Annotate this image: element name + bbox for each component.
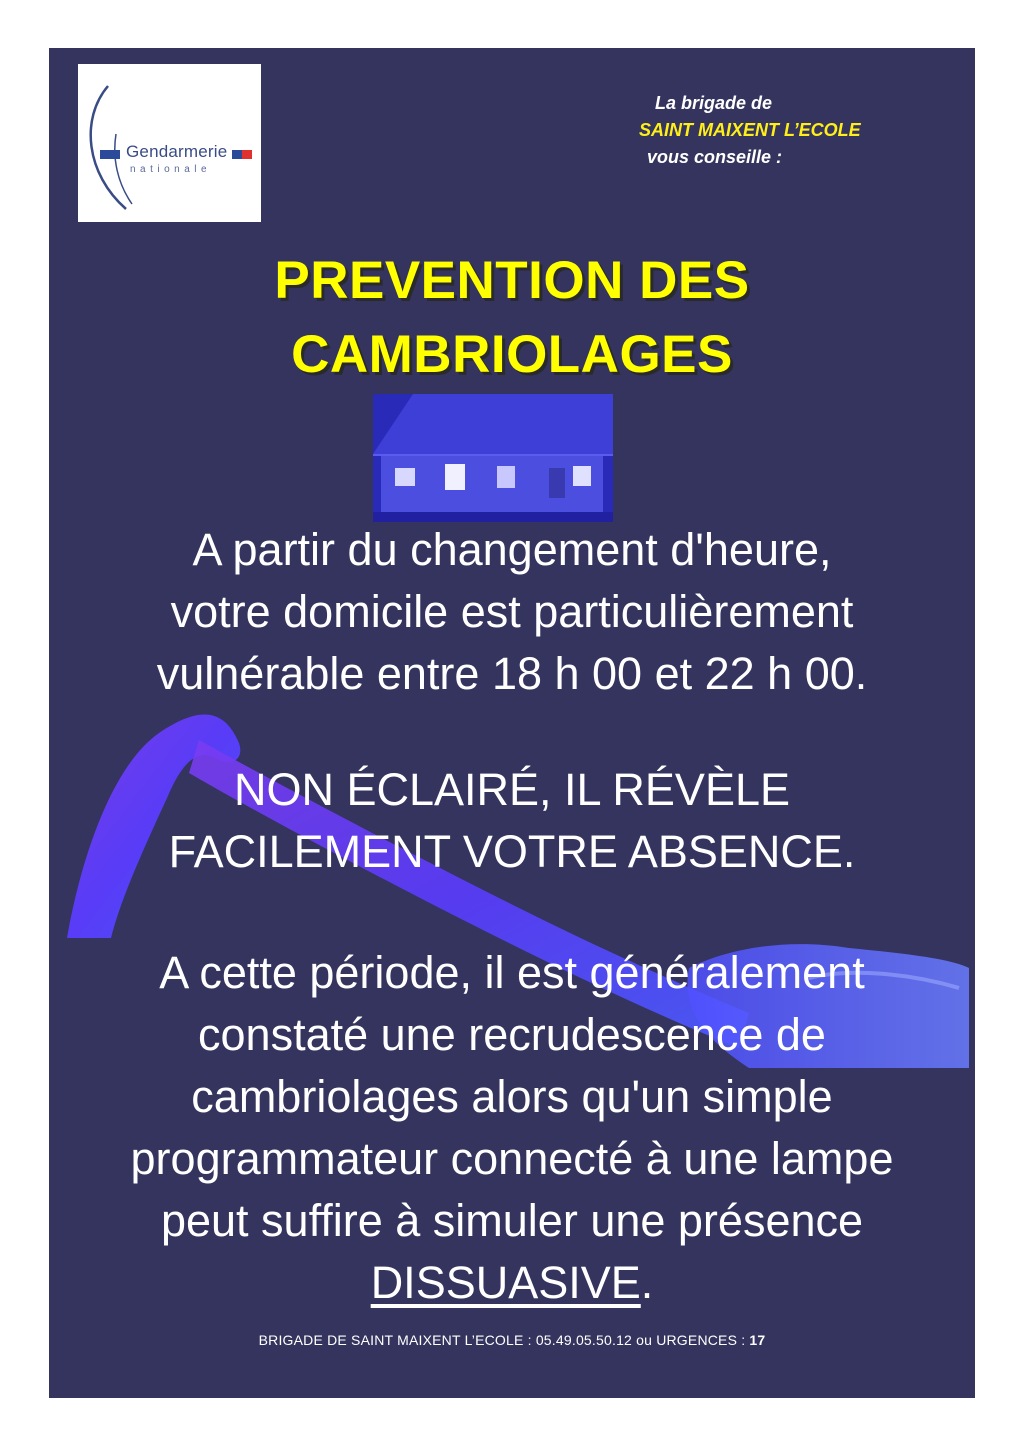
header-line-1: La brigade de	[655, 93, 773, 113]
gendarmerie-logo	[78, 64, 261, 222]
header-line-2: SAINT MAIXENT L’ECOLE	[639, 120, 861, 140]
header-text	[639, 90, 959, 171]
header-line-3: vous conseille :	[647, 147, 783, 167]
emergency-number: 17	[749, 1332, 766, 1348]
poster	[49, 48, 975, 1398]
paragraph-3-line-6-end: .	[640, 1257, 654, 1308]
footer-contact	[49, 1332, 975, 1348]
house-illustration-icon	[373, 394, 613, 522]
paragraph-1	[49, 519, 975, 705]
paragraph-1-line-3: vulnérable entre 18 h 00 et 22 h 00.	[156, 648, 868, 699]
paragraph-3-line-1: A cette période, il est généralement	[159, 947, 865, 998]
title-line-1: PREVENTION DES	[274, 251, 750, 310]
paragraph-3-line-3: cambriolages alors qu'un simple	[191, 1071, 833, 1122]
paragraph-2-line-2: FACILEMENT VOTRE ABSENCE.	[168, 826, 856, 877]
paragraph-2	[49, 759, 975, 883]
footer-text: BRIGADE DE SAINT MAIXENT L’ECOLE : 05.49.05.50.12 ou URGENCES :	[258, 1332, 750, 1348]
paragraph-1-line-1: A partir du changement d'heure,	[192, 524, 832, 575]
paragraph-3	[49, 942, 975, 1314]
page-title	[49, 244, 975, 392]
paragraph-1-line-2: votre domicile est particulièrement	[170, 586, 854, 637]
paragraph-3-line-6	[49, 1252, 975, 1314]
paragraph-2-line-1: NON ÉCLAIRÉ, IL RÉVÈLE	[233, 764, 791, 815]
paragraph-3-line-2: constaté une recrudescence de	[198, 1009, 826, 1060]
paragraph-3-line-5: peut suffire à simuler une présence	[160, 1195, 864, 1246]
dissuasive-emphasis: DISSUASIVE	[370, 1257, 641, 1308]
paragraph-3-line-4: programmateur connecté à une lampe	[130, 1133, 894, 1184]
title-line-2: CAMBRIOLAGES	[291, 325, 733, 384]
logo-text: Gendarmerie	[126, 142, 228, 161]
logo-subtext: nationale	[130, 164, 212, 175]
